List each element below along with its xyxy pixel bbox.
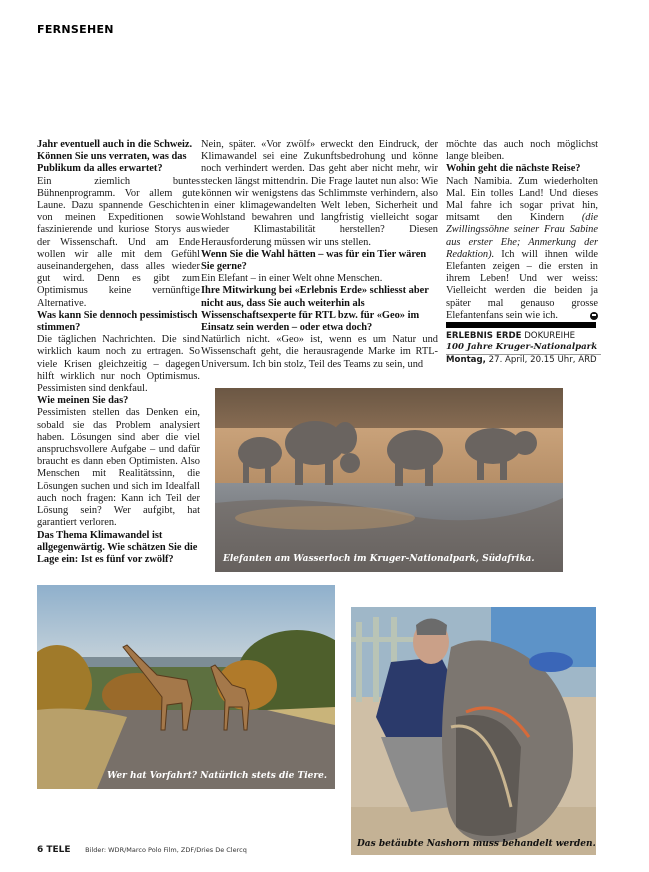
interview-answer: Ein ziemlich buntes Bühnenprogramm. Vor allem gute Laune. Dazu spannende Geschichten von meinen Expeditionen sowie faszinierende und kuriose Storys aus der Wissenschaft. Und am Ende wollen wir alle mit dem Gefühl auseinandergehen, dass alles wieder gut wird. Denn es gibt zum Optimismus keine vernünftige Alternative. [37,175,200,309]
interview-question: Ihre Mitwirkung bei «Erlebnis Erde» schliesst aber nicht aus, dass Sie auch weiterhin als Wissenschaftsexperte für RTL bzw. für «Geo» im Einsatz sein werden – oder etwa doch? [201,285,429,334]
info-box-rule [446,322,596,328]
interview-answer: möchte das auch noch möglichst lange bleiben. [446,139,598,163]
giraffes-photo [37,585,335,789]
article-column-3 [446,139,598,322]
rhino-photo [351,607,596,855]
photo-caption: Elefanten am Wasserloch im Kruger-Nationalpark, Südafrika. [223,554,535,564]
interview-answer: Die täglichen Nachrichten. Die sind wirklich kaum noch zu ertragen. So viele Krisen gleichzeitig – dagegen hilft wirklich nur noch Optimismus. Pessimisten sind denkfaul. [37,334,200,395]
page-footer [37,845,247,855]
end-of-article-icon [590,312,598,320]
broadcast-day: Montag, [446,355,486,365]
article-column-1 [37,139,200,566]
show-title: ERLEBNIS ERDE [446,331,522,341]
article-column-2 [201,139,438,371]
photo-caption: Wer hat Vorfahrt? Natürlich stets die Tiere. [107,771,327,781]
interview-answer [446,176,598,322]
photo-caption: Das betäubte Nashorn muss behandelt werden. [357,839,596,849]
interview-answer: Pessimisten stellen das Denken ein, sobald sie das Problem analysiert haben. Lösungen sind aber die viel anspruchsvollere Aufgabe – und dafür braucht es dann eben Optimisten. Also Menschen mit Realitätssinn, die Lösungen suchen und sich im Idealfall auch noch fragen: Kann ich Teil der Lösung sein? Wer aufgibt, hat garantiert verloren. [37,407,200,529]
elephants-photo [215,388,563,572]
interview-answer: Natürlich nicht. «Geo» ist, wenn es um Natur und Wissenschaft geht, die herausragende Marke im RTL-Universum. Ich bin stolz, Teil des Teams zu sein, und [201,334,438,370]
interview-question: Wie meinen Sie das? [37,395,129,407]
episode-title: 100 Jahre Kruger-Nationalpark [446,342,601,355]
interview-question: Was kann Sie dennoch pessimistisch stimmen? [37,309,198,334]
broadcast-time [446,355,601,366]
broadcast-details: 27. April, 20.15 Uhr, ARD [488,355,597,365]
interview-answer: Ein Elefant – in einer Welt ohne Menschen. [201,273,383,285]
section-label: FERNSEHEN [37,23,114,36]
interview-question: Das Thema Klimawandel ist allgegenwärtig. Wie schätzen Sie die Lage ein: Ist es fünf vor zwölf? [37,529,198,565]
interview-question: Wenn Sie die Wahl hätten – was für ein Tier wären Sie gerne? [201,248,427,273]
photo-credits: Bilder: WDR/Marco Polo Film, ZDF/Dries De Clercq [85,846,247,854]
show-genre: DOKUREIHE [524,331,576,341]
answer-text: Ich will ihnen wilde Elefanten zeigen – die ersten in ihrem Leben! Und wer weiss: Vielleicht werden die beiden ja später mal genauso grosse Elefantenfans sein wie ich. [446,248,598,321]
interview-answer: Nein, später. «Vor zwölf» erweckt den Eindruck, der Klimawandel sei eine Zukunftsbedrohung und könne noch verhindert werden. Das geht aber nicht mehr, wir stecken längst mittendrin. Die Frage lautet nun also: Wie können wir wenigstens das Schlimmste verhindern, also in einer klimagewandelten Welt leben, Sicherheit und Wohlstand bewahren und langfristig vielleicht sogar wieder Klimastabilität herstellen? Diesen Herausforderung müssen wir uns stellen. [201,139,438,248]
interview-question: Wohin geht die nächste Reise? [446,163,581,175]
editor-note: (die Zwillingssöhne seiner Frau Sabine aus erster Ehe; Anmerkung der Redaktion). [446,212,598,260]
page-number: 6 TELE [37,845,71,855]
tv-info-box [446,331,601,366]
interview-question: Jahr eventuell auch in die Schweiz. Können Sie uns verraten, was das Publikum da alles erwartet? [37,139,193,175]
answer-text: Nach Namibia. Zum wiederholten Mal. Ein tolles Land! Und dieses Mal fahre ich sogar privat hin, mitsamt den Kindern [446,175,598,224]
show-line [446,331,601,342]
